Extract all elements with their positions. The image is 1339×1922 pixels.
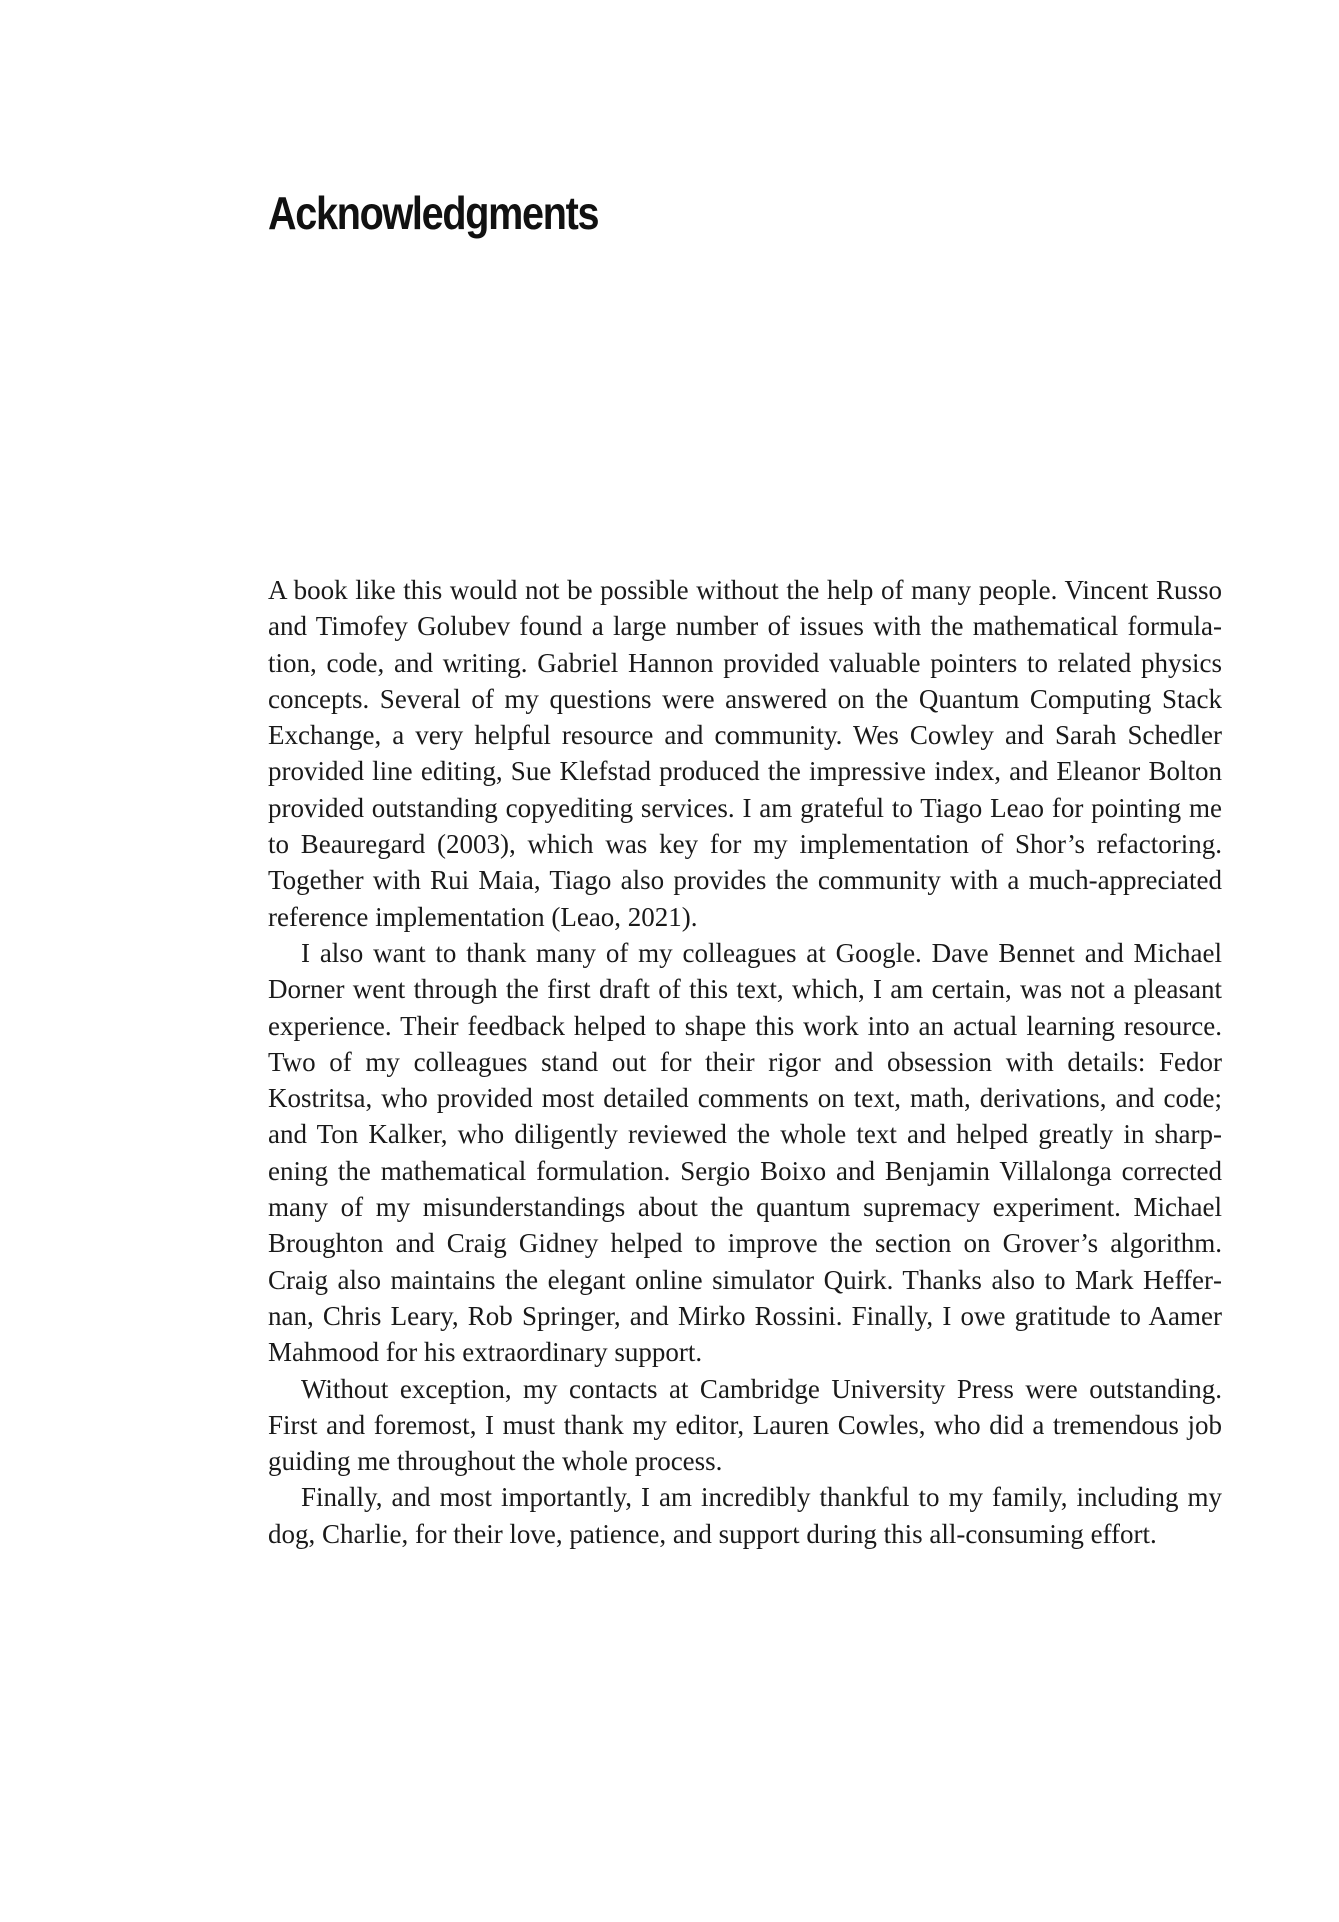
paragraph-3: Without exception, my contacts at Cambridge University Press were outstanding. First and foremost, I must thank my editor, Lauren Cowles, who did a tremendous job guiding me throughout the whole process. bbox=[268, 1373, 1222, 1477]
page-title: Acknowledgments bbox=[268, 187, 599, 239]
body-text bbox=[268, 572, 1222, 1552]
paragraph-4: Finally, and most importantly, I am incredibly thankful to my family, including my dog, Charlie, for their love, patience, and support during this all-consuming effort. bbox=[268, 1482, 1222, 1549]
paragraph-1: A book like this would not be possible without the help of many people. Vincent Russo and Timofey Golubev found a large number of issues with the mathematical formulation, code, and writing. Gabriel Hannon provided valuable pointers to related physics concepts. Several of my questions were answered on the Quantum Computing Stack Exchange, a very helpful resource and community. Wes Cowley and Sarah Schedler provided line editing, Sue Klefstad produced the impressive index, and Eleanor Bolton provided outstanding copyediting services. I am grateful to Tiago Leao for pointing me to Beauregard (2003), which was key for my implementation of Shor’s refactoring. Together with Rui Maia, Tiago also provides the community with a much-appreciated reference implementation (Leao, 2021). bbox=[268, 575, 1222, 932]
paragraph-2: I also want to thank many of my colleagues at Google. Dave Bennet and Michael Dorner went through the first draft of this text, which, I am certain, was not a pleasant experience. Their feedback helped to shape this work into an actual learning resource. Two of my colleagues stand out for their rigor and obsession with details: Fedor Kostritsa, who provided most detailed comments on text, math, derivations, and code; and Ton Kalker, who diligently reviewed the whole text and helped greatly in sharpening the mathematical formulation. Sergio Boixo and Benjamin Villalonga corrected many of my misunderstandings about the quantum supremacy experiment. Michael Broughton and Craig Gidney helped to improve the section on Grover’s algorithm. Craig also maintains the elegant online simulator Quirk. Thanks also to Mark Heffernan, Chris Leary, Rob Springer, and Mirko Rossini. Finally, I owe gratitude to Aamer Mahmood for his extraordinary support. bbox=[268, 937, 1222, 1368]
